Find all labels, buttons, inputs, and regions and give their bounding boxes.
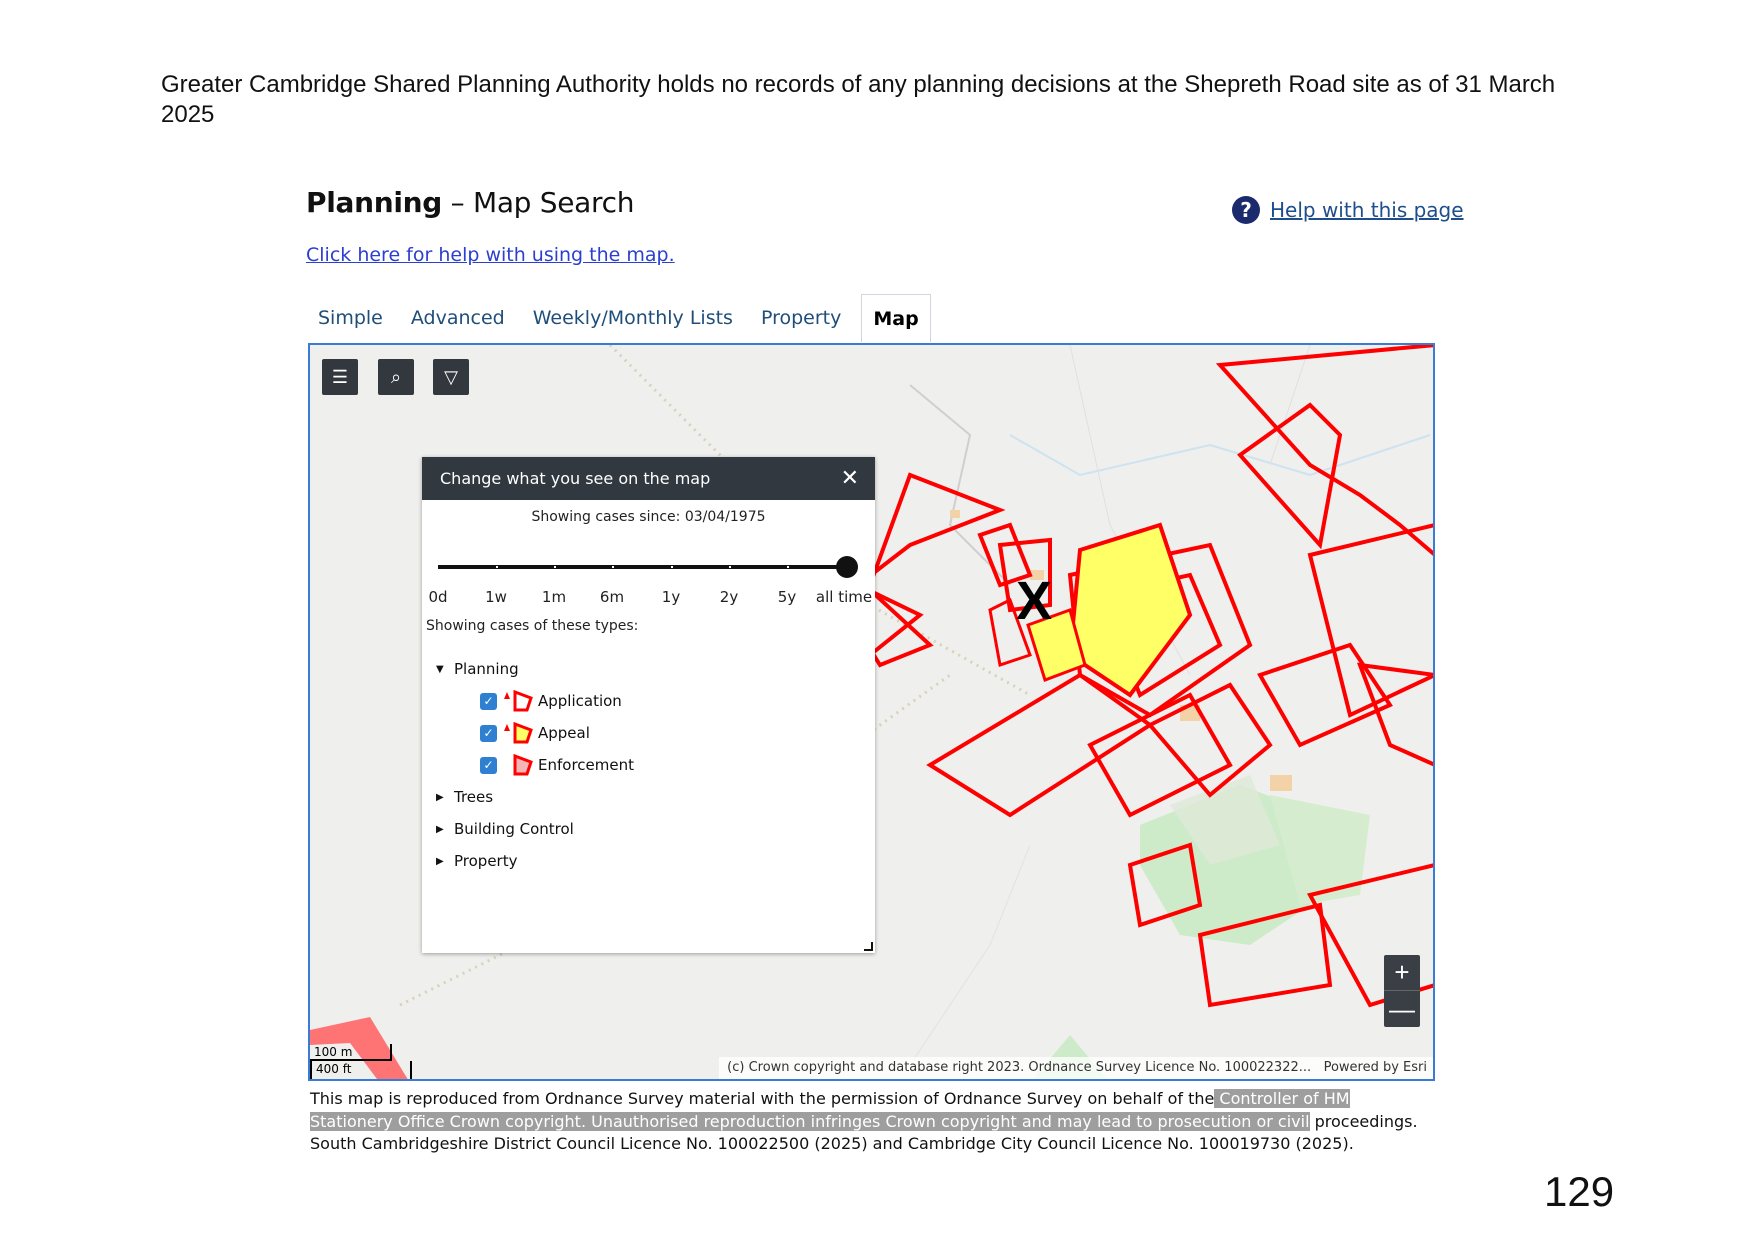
group-label: Property (454, 852, 518, 870)
zoom-in-button[interactable]: + (1384, 955, 1420, 991)
item-label: Enforcement (538, 756, 634, 774)
tick-label: 5y (777, 588, 797, 606)
attribution-text: (c) Crown copyright and database right 2023. Ordnance Survey Licence No. 100022322... (727, 1060, 1312, 1075)
filter-icon[interactable]: ▽ (433, 359, 469, 395)
notice-part2: proceedings. South Cambridgeshire District Council Licence No. 100022500 (2025) and Cambridge City Council Licence No. 100019730 (2025). (310, 1111, 1418, 1153)
slider-tick (729, 566, 731, 568)
tick-label: 1w (485, 588, 507, 606)
tick-label: 1m (541, 588, 567, 606)
slider-tick (554, 566, 556, 568)
group-label: Building Control (454, 820, 574, 838)
scale-metric: 100 m (310, 1044, 392, 1061)
tree-item-appeal[interactable] (436, 717, 634, 749)
checkbox-checked-icon[interactable]: ✓ (480, 757, 497, 774)
slider-tick-labels (422, 588, 875, 608)
slider-thumb[interactable] (836, 556, 858, 578)
case-type-tree (436, 653, 634, 877)
zoom-out-button[interactable]: — (1389, 993, 1415, 1024)
tab-property[interactable]: Property (760, 307, 842, 329)
enforcement-symbol-icon (503, 754, 535, 776)
caret-right-icon[interactable]: ▶ (436, 791, 444, 803)
tree-group-trees[interactable] (436, 781, 634, 813)
tab-map[interactable]: Map (861, 294, 930, 342)
tick-label: all time (815, 588, 873, 606)
slider-tick (671, 566, 673, 568)
appeal-symbol-icon (503, 722, 535, 744)
map-view[interactable] (308, 343, 1435, 1081)
caret-right-icon[interactable]: ▶ (436, 855, 444, 867)
tick-label: 1y (661, 588, 681, 606)
time-slider[interactable] (438, 557, 858, 577)
tab-advanced[interactable]: Advanced (410, 307, 505, 329)
group-label: Planning (454, 660, 519, 678)
panel-title: Change what you see on the map (440, 469, 711, 488)
help-with-page-link[interactable]: Help with this page (1270, 198, 1464, 222)
question-circle-icon[interactable]: ? (1232, 196, 1260, 224)
tree-item-application[interactable] (436, 685, 634, 717)
resize-handle-icon[interactable] (864, 942, 873, 951)
slider-tick (612, 566, 614, 568)
checkbox-checked-icon[interactable]: ✓ (480, 725, 497, 742)
copyright-notice (310, 1088, 1436, 1156)
tree-group-building-control[interactable] (436, 813, 634, 845)
types-label: Showing cases of these types: (426, 618, 639, 634)
checkbox-checked-icon[interactable]: ✓ (480, 693, 497, 710)
panel-header (422, 457, 875, 500)
site-marker: X (1016, 571, 1053, 631)
map-help-link[interactable]: Click here for help with using the map. (306, 244, 675, 266)
tree-group-planning[interactable] (436, 653, 634, 685)
notice-highlighted: Controller of HM Stationery Office Crown copyright. Unauthorised reproduction infringes Crown copyright and may lead to prosecution or civil (310, 1089, 1350, 1131)
help-with-page[interactable] (1232, 196, 1464, 224)
map-attribution (719, 1057, 1433, 1079)
item-label: Application (538, 692, 622, 710)
page-title-bold: Planning (306, 186, 443, 219)
search-tabs (306, 294, 931, 342)
tab-weekly-monthly-lists[interactable]: Weekly/Monthly Lists (532, 307, 733, 329)
scale-bar (310, 1044, 412, 1079)
caret-down-icon[interactable]: ▼ (436, 663, 444, 675)
group-label: Trees (454, 788, 494, 806)
application-symbol-icon (503, 690, 535, 712)
showing-since: Showing cases since: 03/04/1975 (531, 509, 766, 525)
caret-right-icon[interactable]: ▶ (436, 823, 444, 835)
tab-simple[interactable]: Simple (318, 307, 383, 329)
tick-label: 6m (599, 588, 625, 606)
page-number: 129 (1544, 1168, 1615, 1215)
scale-imperial: 400 ft (310, 1061, 412, 1079)
layer-filter-panel (422, 457, 875, 953)
tree-item-enforcement[interactable] (436, 749, 634, 781)
layer-list-icon[interactable]: ☰ (322, 359, 358, 395)
slider-tick (496, 566, 498, 568)
page-title (306, 186, 634, 219)
powered-by[interactable]: Powered by Esri (1323, 1060, 1427, 1075)
search-location-icon[interactable]: ⌕ (378, 359, 414, 395)
close-icon[interactable]: ✕ (840, 465, 859, 491)
zoom-control (1384, 955, 1420, 1027)
page-title-rest: – Map Search (442, 186, 635, 219)
notice-part1: This map is reproduced from Ordnance Survey material with the permission of Ordnance Survey on behalf of the (310, 1089, 1215, 1108)
tick-label: 0d (428, 588, 448, 606)
intro-text: Greater Cambridge Shared Planning Authority holds no records of any planning decisions at the Shepreth Road site as of 31 March 2025 (161, 71, 1556, 128)
item-label: Appeal (538, 724, 590, 742)
slider-tick (787, 566, 789, 568)
tick-label: 2y (719, 588, 739, 606)
tree-group-property[interactable] (436, 845, 634, 877)
